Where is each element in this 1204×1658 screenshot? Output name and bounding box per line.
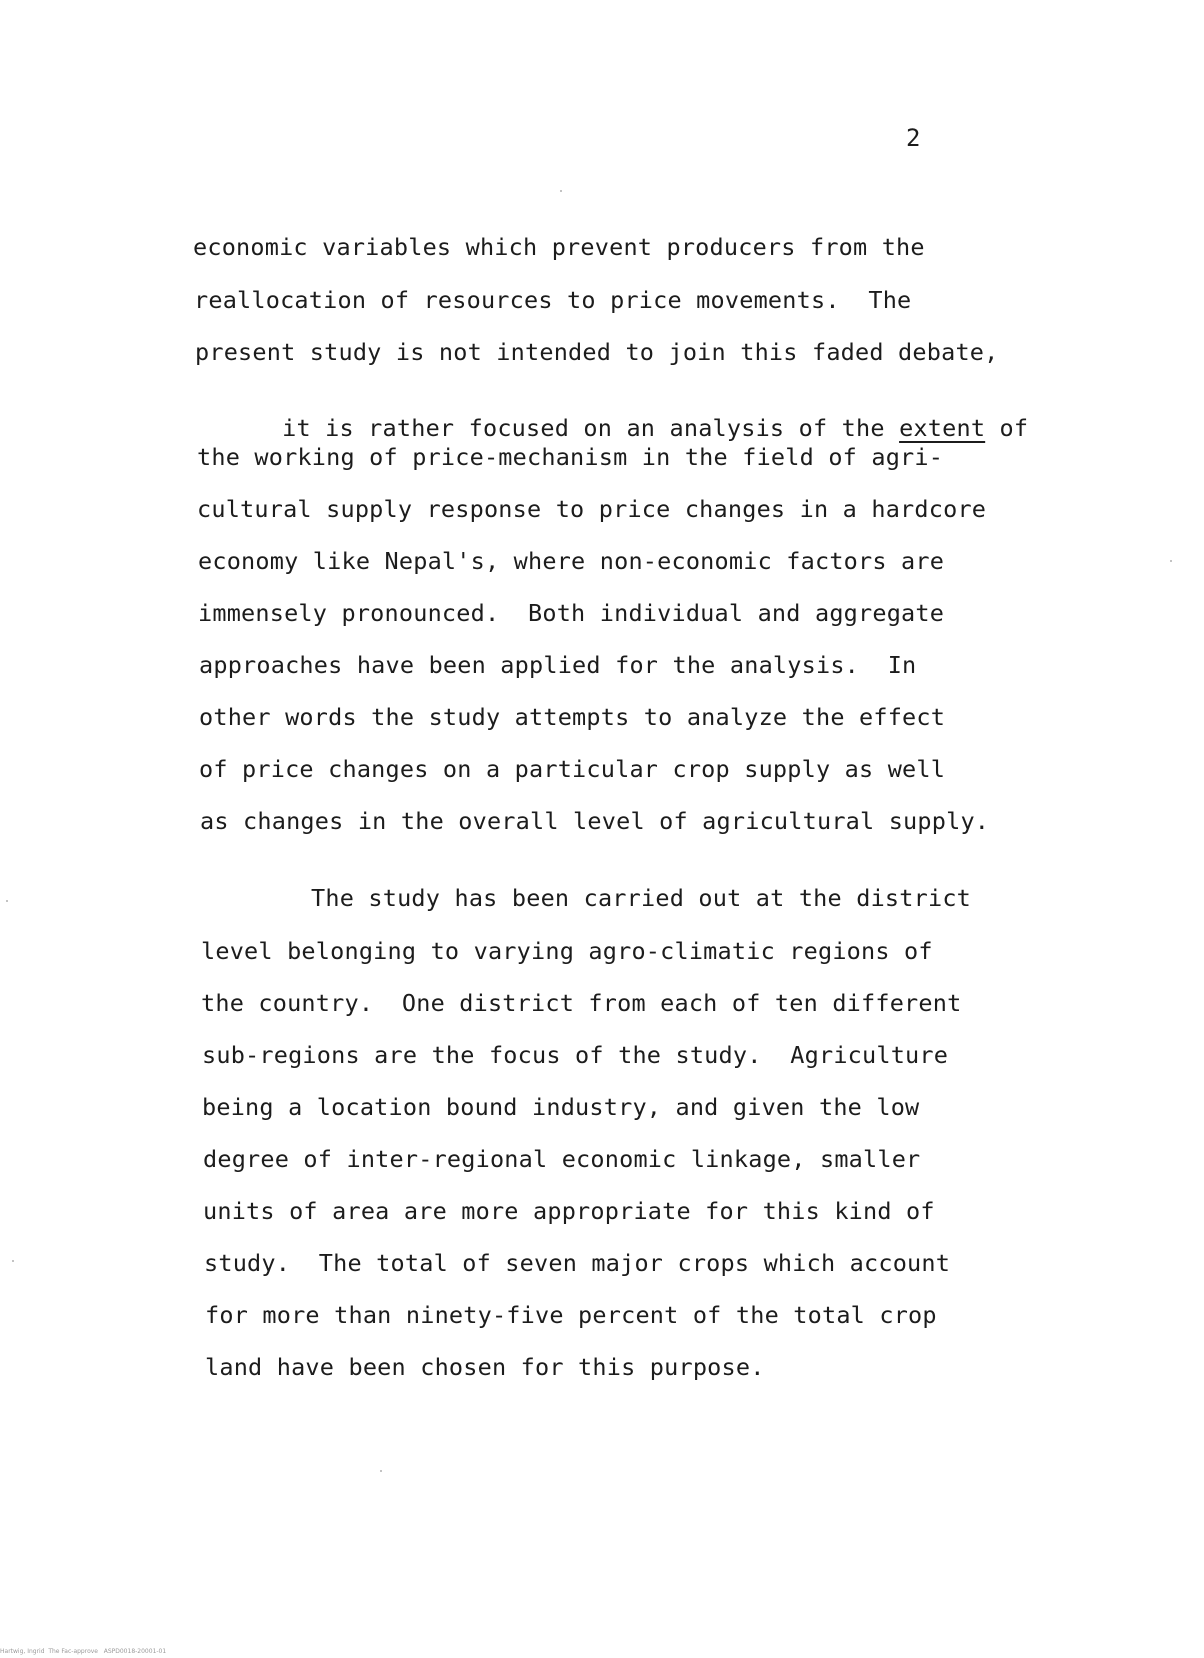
text-line: economic variables which prevent producers from the (193, 233, 925, 261)
scan-speck (560, 190, 562, 192)
text-line: of price changes on a particular crop supply as well (199, 755, 946, 783)
text-line: level belonging to varying agro-climatic regions of (201, 937, 933, 965)
text-line: sub-regions are the focus of the study. Agriculture (202, 1041, 949, 1069)
scan-speck (380, 1470, 382, 1472)
text-line: The study has been carried out at the district (311, 884, 972, 912)
text-line: other words the study attempts to analyze the effect (199, 703, 946, 731)
text-segment: of (985, 413, 1029, 442)
text-line: being a location bound industry, and given the low (202, 1093, 920, 1121)
microfilm-stamp: Hartwig, Ingrid The Fac-approve ASPD0018-20001-01 (0, 1648, 167, 1655)
text-line: approaches have been applied for the analysis. In (199, 651, 917, 679)
text-line: present study is not intended to join this faded debate, (195, 338, 999, 366)
text-line: cultural supply response to price changes in a hardcore (197, 495, 987, 523)
text-line: land have been chosen for this purpose. (205, 1353, 765, 1381)
text-line: economy like Nepal's, where non-economic factors are (198, 547, 945, 575)
scan-speck (1170, 560, 1172, 562)
text-line: for more than ninety-five percent of the total crop (205, 1301, 937, 1329)
text-line: study. The total of seven major crops which account (204, 1249, 951, 1277)
text-line: immensely pronounced. Both individual and aggregate (198, 599, 945, 627)
text-line: degree of inter-regional economic linkage, smaller (203, 1145, 921, 1173)
underlined-word: extent (899, 413, 986, 442)
text-line: the country. One district from each of ten different (201, 989, 962, 1017)
text-segment: it is rather focused on an analysis of the (282, 413, 900, 442)
text-line: units of area are more appropriate for this kind of (203, 1197, 935, 1225)
scan-speck (12, 1260, 14, 1262)
text-line: reallocation of resources to price movements. The (194, 286, 912, 314)
page-number: 2 (906, 124, 921, 152)
scan-speck (6, 900, 8, 902)
text-line: as changes in the overall level of agricultural supply. (200, 807, 990, 835)
text-line: the working of price-mechanism in the field of agri- (197, 443, 944, 471)
